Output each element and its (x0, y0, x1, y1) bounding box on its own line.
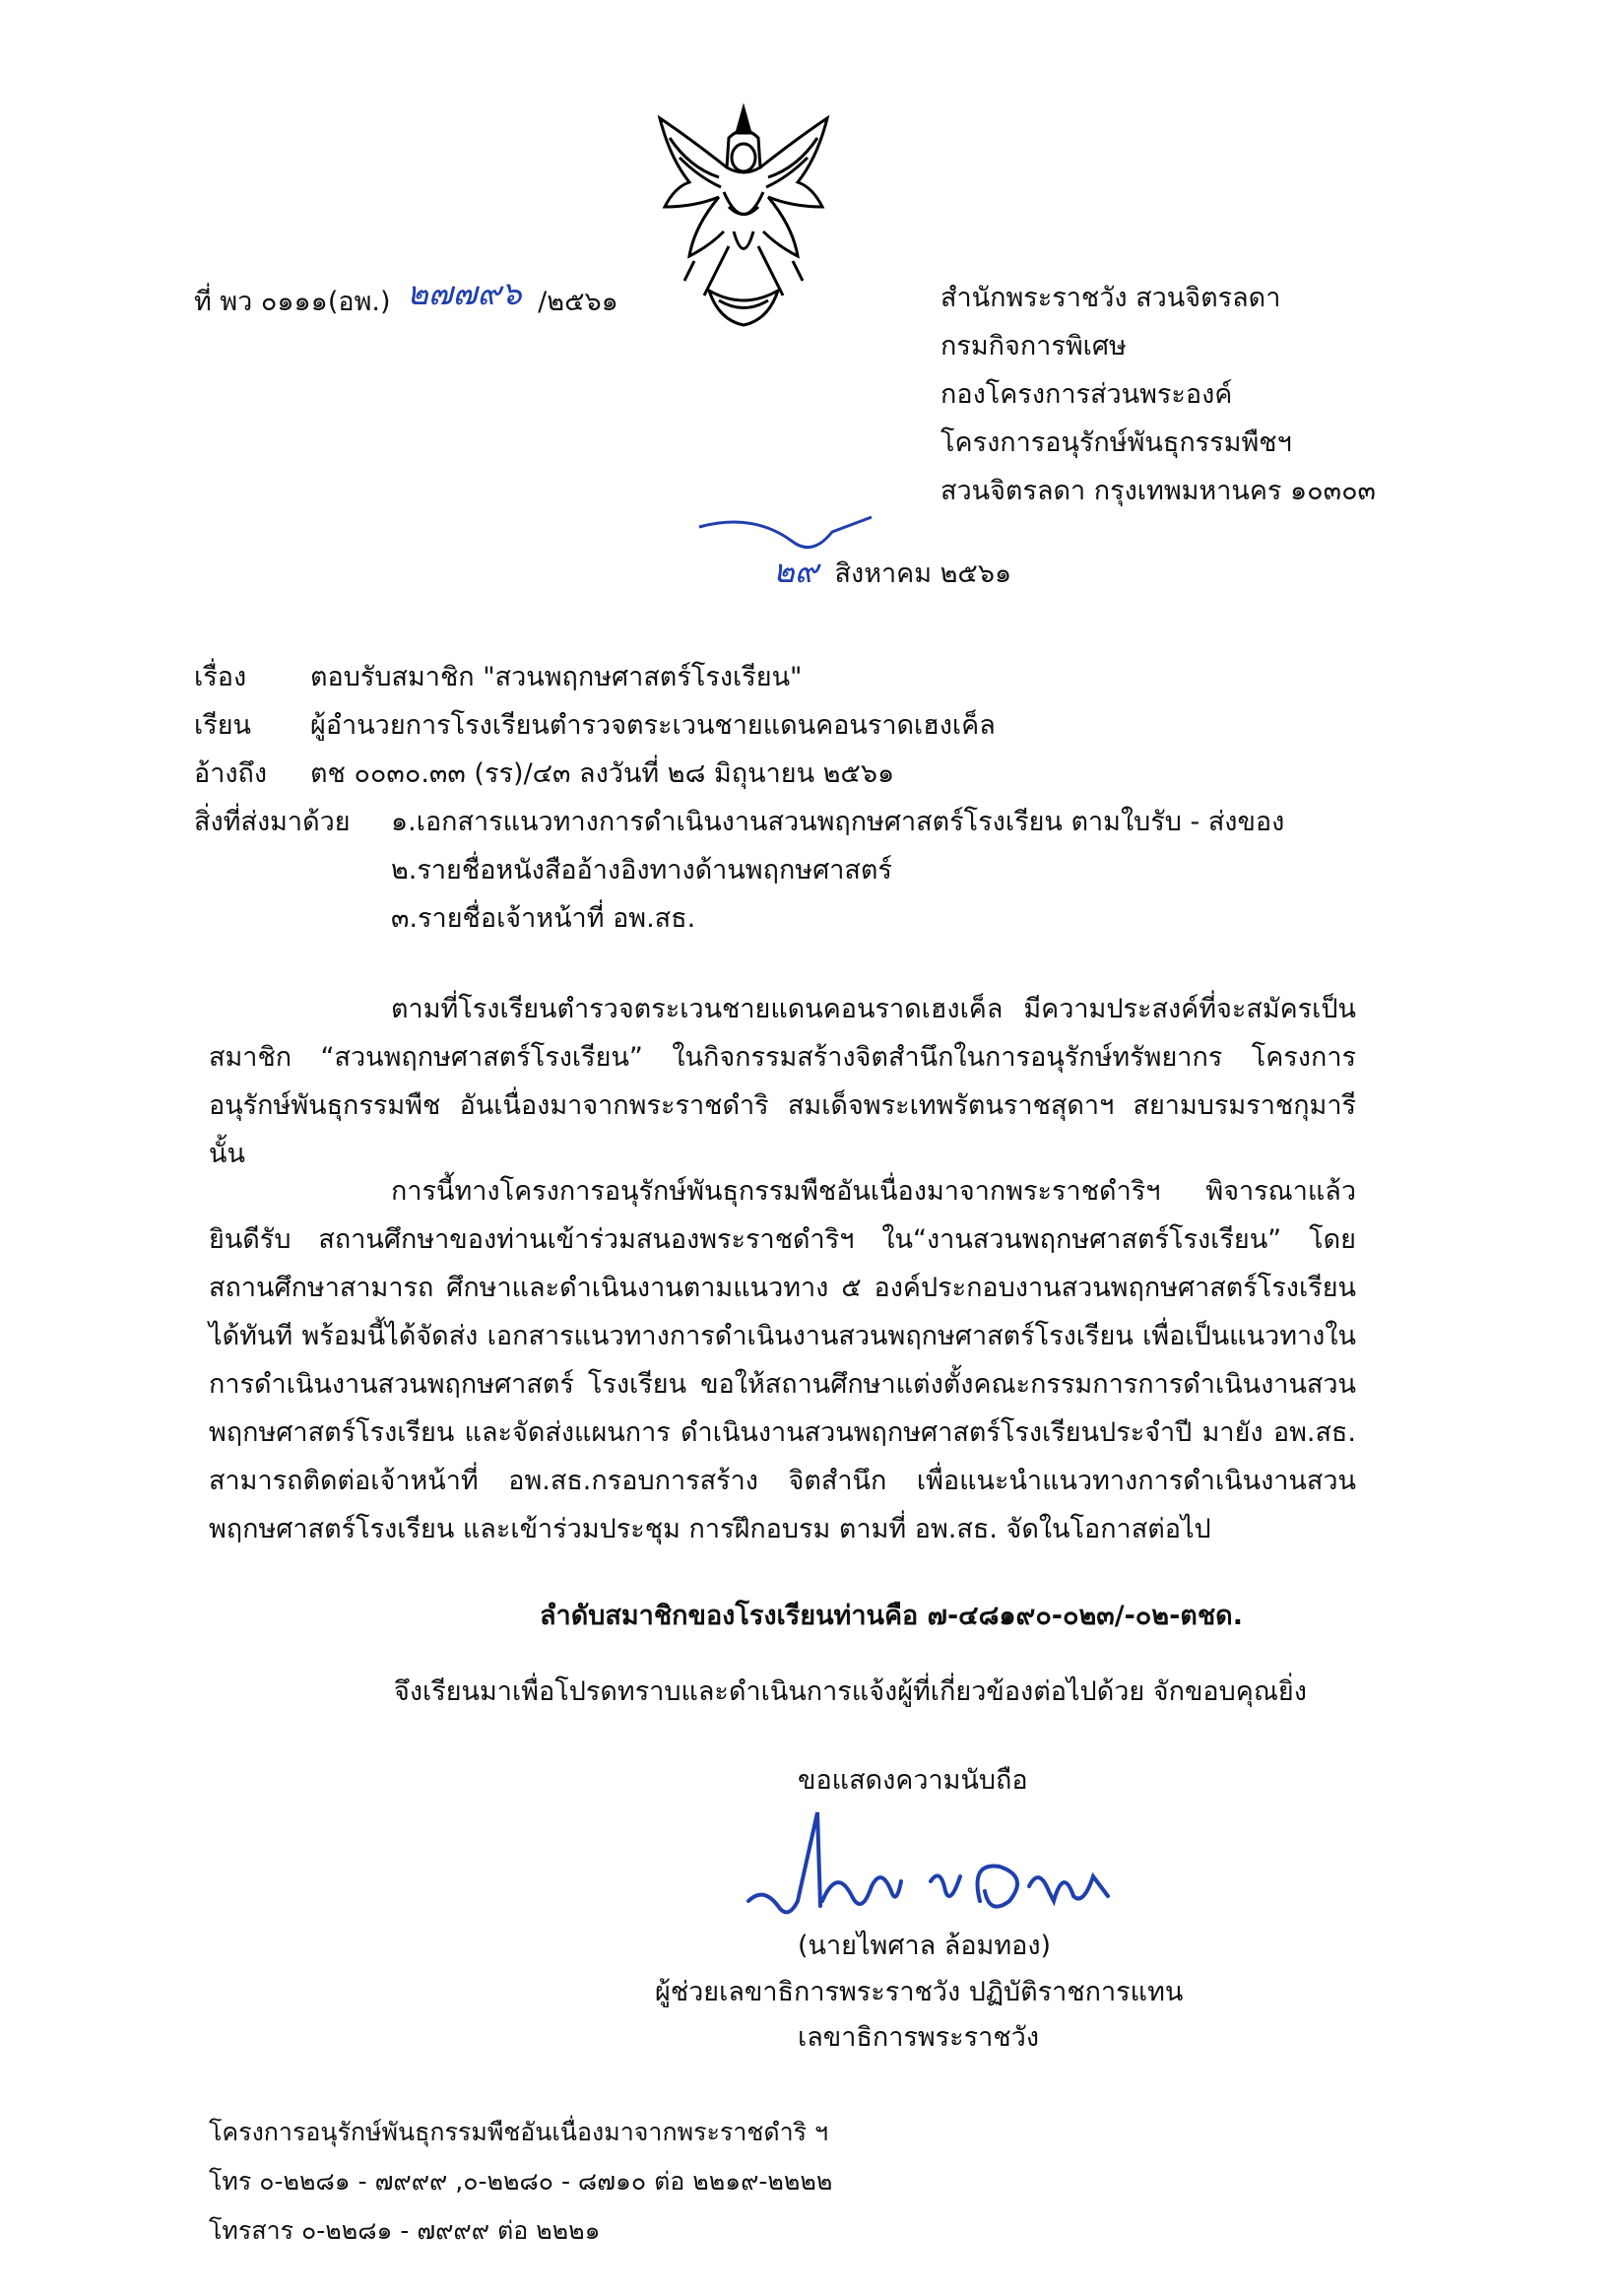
subject-value: ตอบรับสมาชิก "สวนพฤกษศาสตร์โรงเรียน" (310, 662, 803, 692)
footer-contact (209, 2108, 832, 2256)
enclosure-item: ๑.เอกสารแนวทางการดำเนินงานสวนพฤกษศาสตร์โรงเรียน ตามใบรับ - ส่งของ (391, 807, 1285, 837)
date-handwritten-day: ๒๙ (773, 552, 818, 590)
enclosure-item: ๓.รายชื่อเจ้าหน้าที่ อพ.สธ. (391, 903, 696, 934)
date-printed: สิงหาคม ๒๕๖๑ (834, 558, 1012, 589)
subject-label: เรื่อง (194, 662, 247, 692)
footer-org: โครงการอนุรักษ์พันธุกรรมพืชอันเนื่องมาจากพระราชดำริ ฯ (209, 2118, 829, 2146)
sender-address-line: สวนจิตรลดา กรุงเทพมหานคร ๑๐๓๐๓ (940, 476, 1377, 506)
to-label: เรียน (194, 710, 252, 741)
ref-handwritten-number: ๒๗๗๙๖ (407, 274, 522, 312)
sender-address-line: สำนักพระราชวัง สวนจิตรลดา (940, 283, 1281, 313)
ref-suffix: /๒๕๖๑ (538, 287, 618, 317)
footer-phone: โทร ๐-๒๒๘๑ - ๗๙๙๙ ,๐-๒๒๘๐ - ๘๗๑๐ ต่อ ๒๒๑๙-๒๒๒๒ (209, 2167, 833, 2196)
sender-address (940, 274, 1376, 515)
reference-row (194, 750, 996, 798)
body-paragraph-1-text: ตามที่โรงเรียนตำรวจตระเวนชายแดนคอนราดเฮงเค็ล มีความประสงค์ที่จะสมัครเป็นสมาชิก “สวนพฤกษศาสตร์โรงเรียน” ในกิจกรรมสร้างจิตสำนึกในการอนุรักษ์ทรัพยากร โครงการอนุรักษ์พันธุกรรมพืช อันเนื่องมาจากพระราชดำริ สมเด็จพระเทพรัตนราชสุดาฯ สยามบรมราชกุมารี นั้น (209, 994, 1356, 1169)
reference-number (194, 274, 618, 319)
closing-request: จึงเรียนมาเพื่อโปรดทราบและดำเนินการแจ้งผู้ที่เกี่ยวข้องต่อไปด้วย จักขอบคุณยิ่ง (394, 1676, 1307, 1707)
sender-address-line: กรมกิจการพิเศษ (940, 331, 1127, 361)
enclosure-item: ๒.รายชื่อหนังสืออ้างอิงทางด้านพฤกษศาสตร์ (391, 855, 892, 886)
letter-date (773, 552, 1011, 591)
garuda-emblem-icon (650, 98, 837, 335)
ref-prefix: ที่ พว ๐๑๑๑(อพ.) (194, 287, 391, 317)
salutation: ขอแสดงความนับถือ (798, 1765, 1028, 1796)
sender-address-line: โครงการอนุรักษ์พันธุกรรมพืชฯ (940, 427, 1292, 458)
to-row (194, 701, 996, 750)
enclosures-label: สิ่งที่ส่งมาด้วย (194, 807, 351, 837)
reference-label: อ้างถึง (194, 758, 268, 789)
signatory-name: (นายไพศาล ล้อมทอง) (798, 1931, 1052, 1961)
body-paragraph-1 (209, 985, 1356, 1178)
sender-address-line: กองโครงการส่วนพระองค์ (940, 379, 1233, 410)
signatory-title-line2: เลขาธิการพระราชวัง (798, 2022, 1040, 2053)
subject-row (194, 653, 996, 701)
letter-header-fields (194, 653, 996, 798)
member-number: ลำดับสมาชิกของโรงเรียนท่านคือ ๗-๔๘๑๙๐-๐๒๓/-๐๒-ตชด. (540, 1601, 1243, 1631)
body-paragraph-2-text: การนี้ทางโครงการอนุรักษ์พันธุกรรมพืชอันเนื่องมาจากพระราชดำริฯ พิจารณาแล้ว ยินดีรับ สถานศึกษาของท่านเข้าร่วมสนองพระราชดำริฯ ใน“งานสวนพฤกษศาสตร์โรงเรียน” โดยสถานศึกษาสามารถ ศึกษาและดำเนินงานตามแนวทาง ๕ องค์ประกอบงานสวนพฤกษศาสตร์โรงเรียนได้ทันที พร้อมนี้ได้จัดส่ง เอกสารแนวทางการดำเนินงานสวนพฤกษศาสตร์โรงเรียน เพื่อเป็นแนวทางในการดำเนินงานสวนพฤกษศาสตร์ โรงเรียน ขอให้สถานศึกษาแต่งตั้งคณะกรรมการการดำเนินงานสวนพฤกษศาสตร์โรงเรียน และจัดส่งแผนการ ดำเนินงานสวนพฤกษศาสตร์โรงเรียนประจำปี มายัง อพ.สธ. สามารถติดต่อเจ้าหน้าที่ อพ.สธ.กรอบการสร้าง จิตสำนึก เพื่อแนะนำแนวทางการดำเนินงานสวนพฤกษศาสตร์โรงเรียน และเข้าร่วมประชุม การฝึกอบรม ตามที่ อพ.สธ. จัดในโอกาสต่อไป (209, 1176, 1356, 1544)
body-paragraph-2 (209, 1167, 1356, 1553)
signatory-title-line1: ผู้ช่วยเลขาธิการพระราชวัง ปฏิบัติราชการแทน (655, 1977, 1184, 2007)
reference-value: ตช ๐๐๓๐.๓๓ (รร)/๔๓ ลงวันที่ ๒๘ มิถุนายน ๒๕๖๑ (310, 758, 895, 789)
to-value: ผู้อำนวยการโรงเรียนตำรวจตระเวนชายแดนคอนราดเฮงเค็ล (310, 710, 996, 741)
footer-fax: โทรสาร ๐-๒๒๘๑ - ๗๙๙๙ ต่อ ๒๒๒๑ (209, 2216, 601, 2245)
